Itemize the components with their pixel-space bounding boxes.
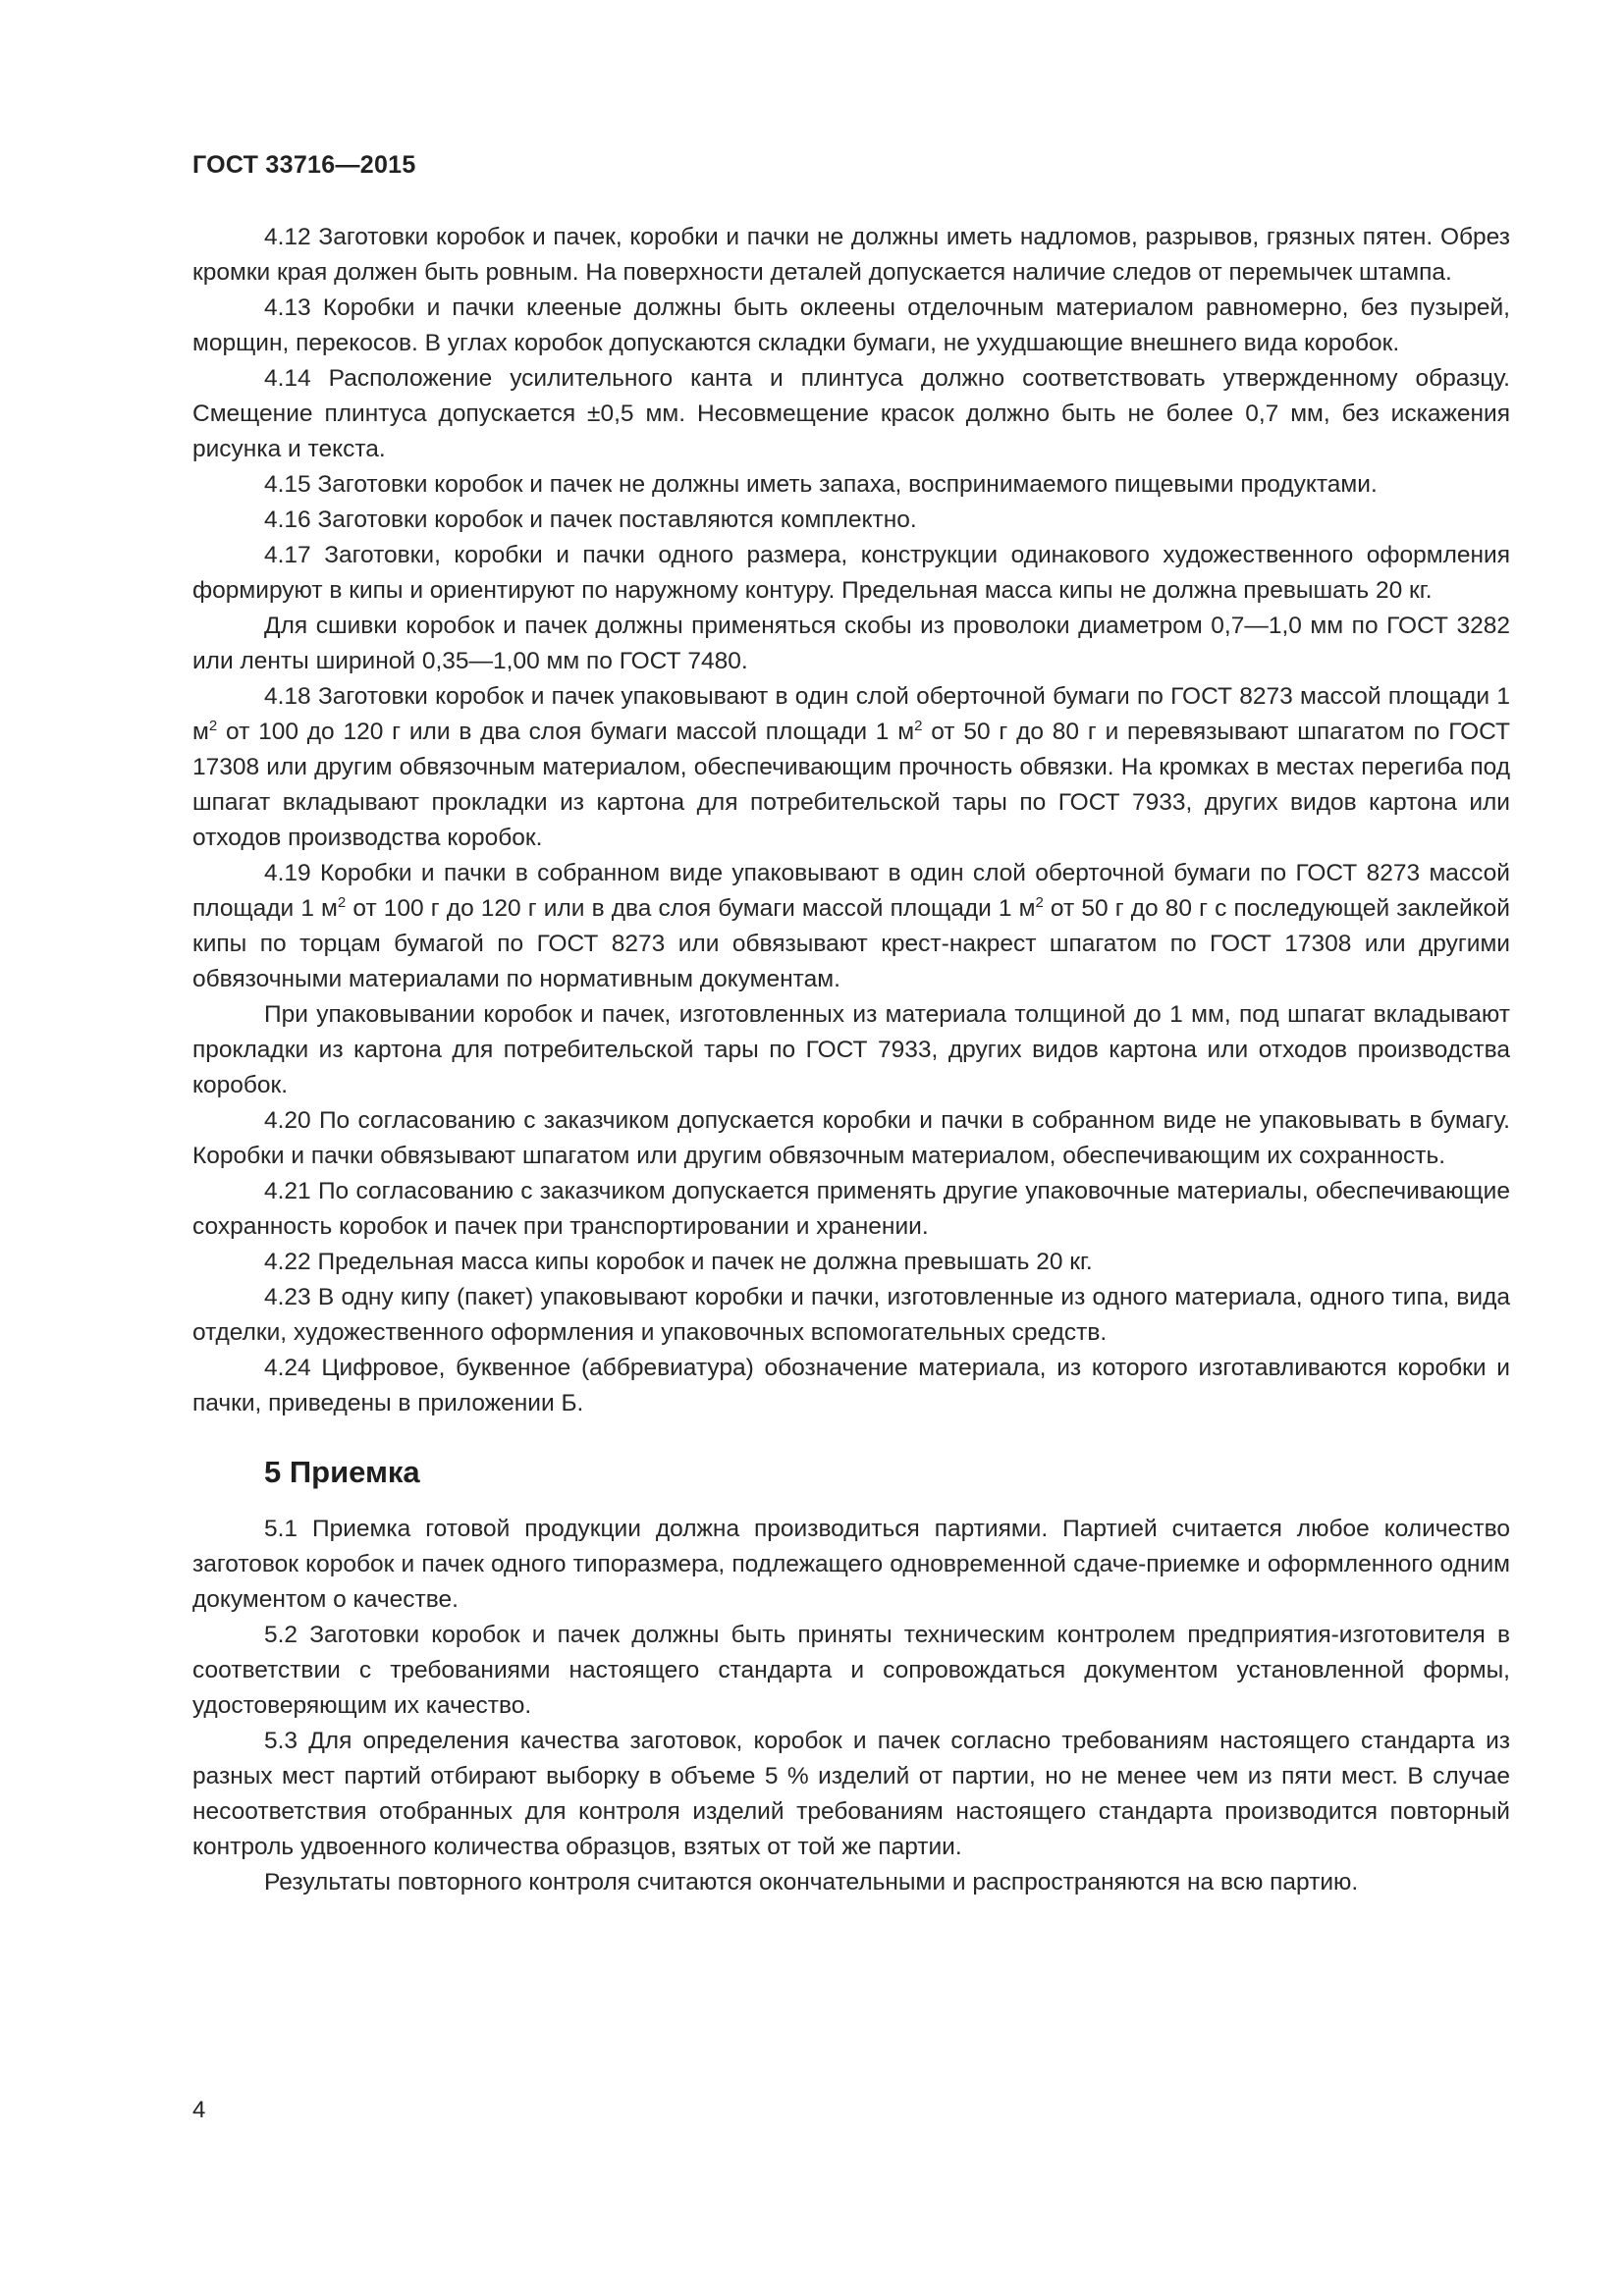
standard-designation: ГОСТ 33716—2015 — [192, 151, 416, 179]
clause-4-18 — [192, 679, 1510, 856]
clause-4-13: 4.13 Коробки и пачки клееные должны быть оклеены отделочным материалом равномерно, без пузырей, морщин, перекосов. В углах коробок допускаются складки бумаги, не ухудшающие внешнего вида коробок. — [192, 294, 1510, 356]
clause-4-14: 4.14 Расположение усилительного канта и плинтуса должно соответствовать утвержденному образцу. Смещение плинтуса допускается ±0,5 мм. Несовмещение красок должно быть не более 0,7 мм, без искажения рисунка и текста. — [192, 365, 1510, 462]
clause-5-2: 5.2 Заготовки коробок и пачек должны быть приняты техническим контролем предприятия-изготовителя в соответствии с требованиями настоящего стандарта и сопровождаться документом установленной формы, удостоверяющим их качество. — [192, 1622, 1510, 1719]
clause-4-19-part-1: 4.19 Коробки и пачки в собранном виде упаковывают в один слой оберточной бумаги по ГОСТ 8273 массой площади 1 м — [192, 860, 1510, 922]
clause-4-18-part-1: 4.18 Заготовки коробок и пачек упаковывают в один слой оберточной бумаги по ГОСТ 8273 массой площади 1 м — [192, 683, 1510, 745]
clause-4-12: 4.12 Заготовки коробок и пачек, коробки и пачки не должны иметь надломов, разрывов, грязных пятен. Обрез кромки края должен быть ровным. На поверхности деталей допускается наличие следов от перемычек штампа. — [192, 224, 1510, 286]
page-number: 4 — [192, 2097, 206, 2123]
clause-4-19-part-2: от 100 г до 120 г или в два слоя бумаги массой площади 1 м — [346, 895, 1036, 922]
clause-4-19-part-3: от 50 г до 80 г с последующей заклейкой кипы по торцам бумагой по ГОСТ 8273 или обвязывают крест-накрест шпагатом по ГОСТ 17308 или другими обвязочными материалами по нормативным документам. — [192, 895, 1510, 992]
clause-4-21: 4.21 По согласованию с заказчиком допускается применять другие упаковочные материалы, обеспечивающие сохранность коробок и пачек при транспортировании и хранении. — [192, 1178, 1510, 1240]
superscript-square: 2 — [337, 894, 347, 911]
clause-4-15: 4.15 Заготовки коробок и пачек не должны иметь запаха, воспринимаемого пищевыми продуктами. — [264, 471, 1378, 498]
page-body — [192, 220, 1510, 1900]
superscript-square: 2 — [1035, 894, 1044, 911]
section-heading: 5 Приемка — [264, 1455, 420, 1489]
clause-5-3: 5.3 Для определения качества заготовок, коробок и пачек согласно требованиям настоящего стандарта из разных мест партий отбирают выборку в объеме 5 % изделий от партии, но не менее чем из пяти мест. В случае несоответствия отобранных для контроля изделий требованиям настоящего стандарта производится повторный контроль удвоенного количества образцов, взятых от той же партии. — [192, 1728, 1510, 1860]
clause-5-1: 5.1 Приемка готовой продукции должна производиться партиями. Партией считается любое количество заготовок коробок и пачек одного типоразмера, подлежащего одновременной сдаче-приемке и оформленного одним документом о качестве. — [192, 1516, 1510, 1613]
superscript-square: 2 — [208, 718, 218, 734]
clause-4-23: 4.23 В одну кипу (пакет) упаковывают коробки и пачки, изготовленные из одного материала, одного типа, вида отделки, художественного оформления и упаковочных вспомогательных средств. — [192, 1284, 1510, 1346]
clause-4-18-part-2: от 100 до 120 г или в два слоя бумаги массой площади 1 м — [217, 719, 915, 745]
clause-4-17-stitching: Для сшивки коробок и пачек должны применяться скобы из проволоки диаметром 0,7—1,0 мм по ГОСТ 3282 или ленты шириной 0,35—1,00 мм по ГОСТ 7480. — [192, 613, 1510, 674]
clause-4-20: 4.20 По согласованию с заказчиком допускается коробки и пачки в собранном виде не упаковывать в бумагу. Коробки и пачки обвязывают шпагатом или другим обвязочным материалом, обеспечивающим их сохранность. — [192, 1107, 1510, 1169]
clause-4-17: 4.17 Заготовки, коробки и пачки одного размера, конструкции одинакового художественного оформления формируют в кипы и ориентируют по наружному контуру. Предельная масса кипы не должна превышать 20 кг. — [192, 542, 1510, 604]
clause-4-18-part-3: от 50 г до 80 г и перевязывают шпагатом по ГОСТ 17308 или другим обвязочным материалом, обеспечивающим прочность обвязки. На кромках в местах перегиба под шпагат вкладывают прокладки из картона для потребительской тары по ГОСТ 7933, других видов картона или отходов производства коробок. — [192, 719, 1510, 851]
clause-4-19 — [192, 856, 1510, 997]
clause-4-22: 4.22 Предельная масса кипы коробок и пачек не должна превышать 20 кг. — [264, 1249, 1093, 1275]
clause-5-3-results: Результаты повторного контроля считаются окончательными и распространяются на всю партию. — [264, 1869, 1359, 1896]
superscript-square: 2 — [914, 718, 923, 734]
clause-4-19-packing: При упаковывании коробок и пачек, изготовленных из материала толщиной до 1 мм, под шпагат вкладывают прокладки из картона для потребительской тары по ГОСТ 7933, других видов картона или отходов производства коробок. — [192, 1001, 1510, 1098]
clause-4-24: 4.24 Цифровое, буквенное (аббревиатура) обозначение материала, из которого изготавливаются коробки и пачки, приведены в приложении Б. — [192, 1355, 1510, 1416]
clause-4-16: 4.16 Заготовки коробок и пачек поставляются комплектно. — [264, 507, 917, 533]
